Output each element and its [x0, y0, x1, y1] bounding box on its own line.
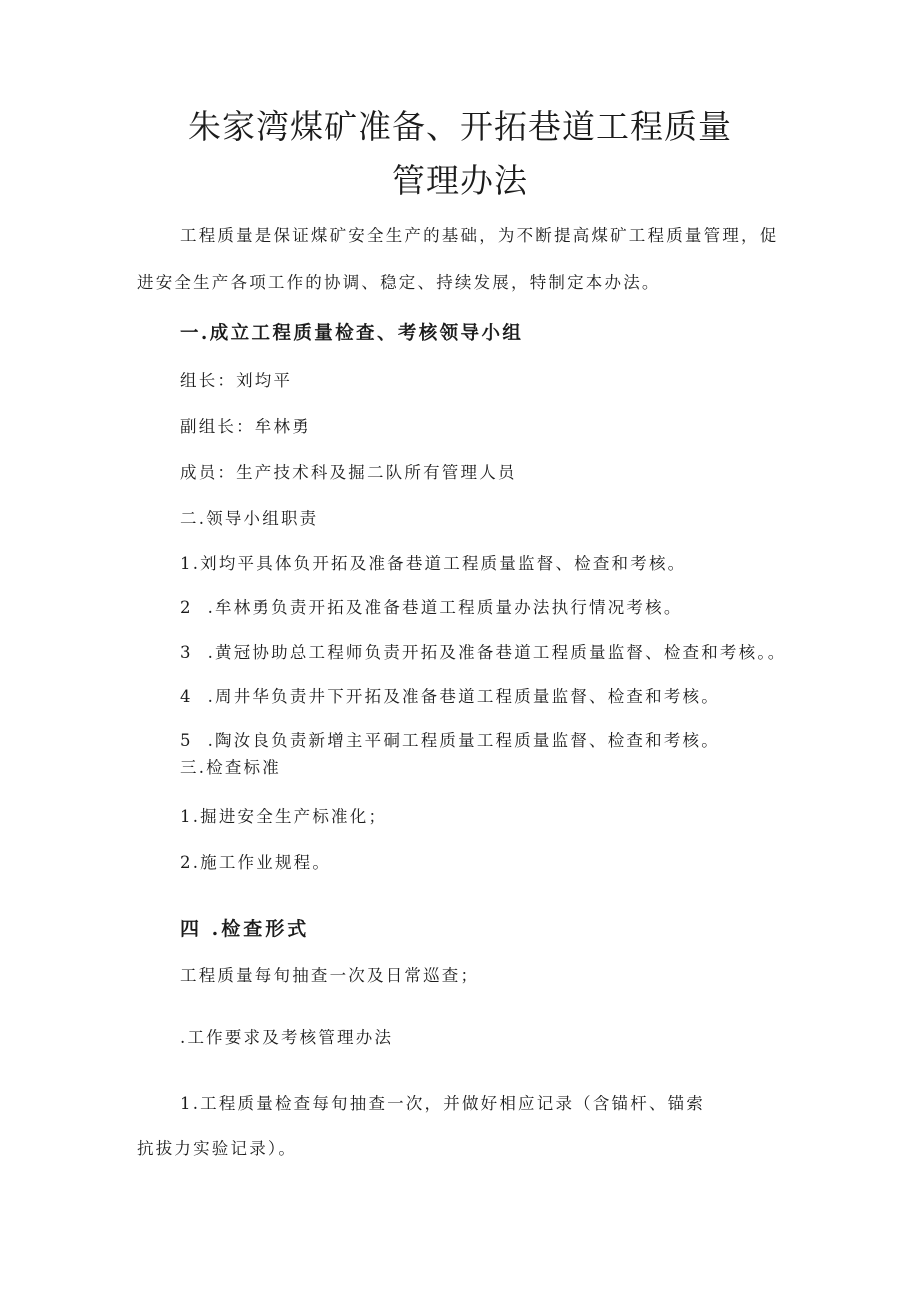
list-item-continuation: 抗拔力实验记录）。	[137, 1139, 298, 1158]
section2-heading: 二.领导小组职责	[180, 509, 319, 528]
list-item: 2 .牟林勇负责开拓及准备巷道工程质量办法执行情况考核。	[180, 598, 683, 617]
section3-heading: 三.检查标准	[180, 758, 281, 777]
list-item: 2.施工作业规程。	[180, 853, 332, 872]
group-members: 成员：生产技术科及掘二队所有管理人员	[180, 463, 517, 482]
list-item: 1.工程质量检查每旬抽查一次，并做好相应记录（含锚杆、锚索	[180, 1094, 706, 1113]
group-leader: 组长：刘均平	[180, 371, 293, 390]
list-item: 5 .陶汝良负责新增主平硐工程质量工程质量监督、检查和考核。	[180, 731, 720, 750]
section1-heading: 一.成立工程质量检查、考核领导小组	[180, 323, 524, 344]
section4-heading: 四 .检查形式	[180, 918, 310, 940]
document-title-line2: 管理办法	[392, 161, 528, 200]
list-item: 1.刘均平具体负开拓及准备巷道工程质量监督、检查和考核。	[180, 554, 687, 573]
section4-body: 工程质量每旬抽查一次及日常巡查；	[180, 966, 480, 985]
list-item: 3 .黄冠协助总工程师负责开拓及准备巷道工程质量监督、检查和考核。。	[180, 643, 787, 662]
intro-paragraph-line1: 工程质量是保证煤矿安全生产的基础，为不断提高煤矿工程质量管理，促	[180, 226, 779, 245]
section5-heading: .工作要求及考核管理办法	[180, 1028, 394, 1047]
list-item: 1.掘进安全生产标准化；	[180, 807, 388, 826]
deputy-leader: 副组长：牟林勇	[180, 417, 311, 436]
intro-paragraph-line2: 进安全生产各项工作的协调、稳定、持续发展，特制定本办法。	[137, 273, 661, 292]
document-title-line1: 朱家湾煤矿准备、开拓巷道工程质量	[188, 107, 732, 146]
list-item: 4 .周井华负责井下开拓及准备巷道工程质量监督、检查和考核。	[180, 687, 720, 706]
